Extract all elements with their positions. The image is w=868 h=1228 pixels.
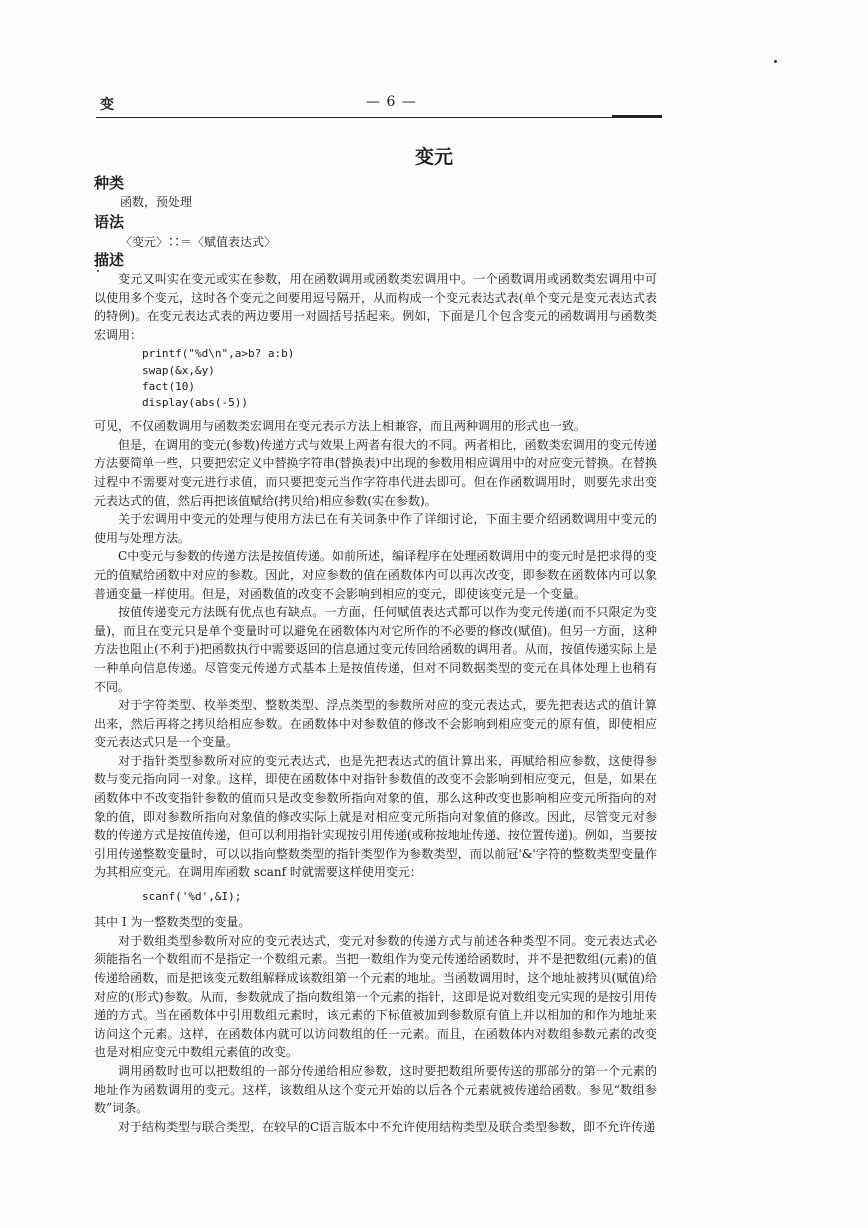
scanf-example <box>94 889 657 905</box>
description-body <box>94 270 657 1136</box>
paragraph: 变元又叫实在变元或实在参数，用在函数调用或函数类宏调用中。一个函数调用或函数类宏调用中可以使用多个变元，这时各个变元之间要用逗号隔开，从而构成一个变元表达式表(单个变元是变元表达式表的特例)。在变元表达式表的两边要用一对圆括号括起来。例如，下面是几个包含变元的函数调用与函数类宏调用： <box>94 272 657 342</box>
paragraph: C中变元与参数的传递方法是按值传递。如前所述，编译程序在处理函数调用中的变元时是把求得的变元的值赋给函数中对应的参数。因此，对应参数的值在函数体内可以再次改变，即参数在函数体内可以象普通变量一样使用。但是，对函数值的改变不会影响到相应的变元，即使该变元是一个变量。 <box>94 549 657 601</box>
paragraph: 对于字符类型、枚举类型、整数类型、浮点类型的参数所对应的变元表达式，要先把表达式的值计算出来，然后再将之拷贝给相应参数。在函数体中对参数值的修改不会影响到相应变元的原有值，即使相应变元表达式只是一个变量。 <box>94 698 657 750</box>
running-header <box>96 92 662 118</box>
scan-speck <box>97 270 99 272</box>
code-line: swap(&x,&y) <box>142 363 215 377</box>
scan-speck <box>774 60 777 63</box>
paragraph: 对于数组类型参数所对应的变元表达式，变元对参数的传递方式与前述各种类型不同。变元表达式必须能指名一个数组而不是指定一个数组元素。当把一数组作为变元传递给函数时，并不是把数组(元素)的值传递给函数，而是把该变元数组解释成该数组第一个元素的地址。当函数调用时，这个地址被拷贝(赋值)给对应的(形式)参数。从而，参数就成了指向数组第一个元素的指针，这即是说对数组变元实现的是按引用传递的方式。当在函数体中引用数组元素时，该元素的下标值被加到参数原有值上并以相加的和作为地址来访问这个元素。这样，在函数体内就可以访问数组的任一元素。而且，在函数体内对数组参数元素的改变也是对相应变元中数组元素值的改变。 <box>94 933 657 1060</box>
code-line: fact(10) <box>142 379 195 393</box>
paragraph: 对于结构类型与联合类型，在较早的C语言版本中不允许使用结构类型及联合类型参数，即不允许传递 <box>118 1119 656 1134</box>
code-line: printf("%d\n",a>b? a:b) <box>142 347 295 361</box>
code-line: scanf('%d',&I); <box>142 890 242 904</box>
page-number: — 6 — <box>366 94 417 110</box>
paragraph: 调用函数时也可以把数组的一部分传递给相应参数，这时要把数组所要传送的那部分的第一个元素的地址作为函数调用的变元。这样，该数组从这个变元开始的以后各个元素就被传递给函数。参见“数组参数”词条。 <box>94 1063 657 1116</box>
header-entry-char: 变 <box>100 97 114 113</box>
entry-title: 变元 <box>414 146 453 168</box>
paragraph: 但是，在调用的变元(参数)传递方式与效果上两者有很大的不同。两者相比，函数类宏调用的变元传递方法要简单一些，只要把宏定义中替换字符串(替换表)中出现的参数用相应调用中的对应变元替换。在替换过程中不需要对变元进行求值，而只要把变元当作字符串代进去即可。但在作函数调用时，则要先求出变元表达式的值，然后再把该值赋给(拷贝给)相应参数(实在参数)。 <box>94 437 657 508</box>
paragraph: 对于指针类型参数所对应的变元表达式，也是先把表达式的值计算出来，再赋给相应参数，这使得参数与变元指向同一对象。这样，即使在函数体中对指针参数值的改变不会影响到相应变元，但是，如果在函数体中不改变指针参数的值而只是改变参数所指向对象的值，那么这种改变也影响相应变元所指向的对象的值，即对参数所指向对象值的修改实际上就是对相应变元所指向对象值的修改。因此，尽管变元对参数的传递方式是按值传递，但可以利用指针实现按引用传递(或称按地址传递、按位置传递)。例如，当要按引用传递整数变量时，可以以指向整数类型的指针类型作为参数类型，而以前冠'&'字符的整数类型变量作为其相应变元。在调用库函数 scanf 时就需要这样使用变元： <box>94 753 657 880</box>
paragraph: 关于宏调用中变元的处理与使用方法已在有关词条中作了详细讨论，下面主要介绍函数调用中变元的使用与处理方法。 <box>94 512 657 545</box>
paragraph: 其中 I 为一整数类型的变量。 <box>94 915 251 930</box>
description-heading: 描述 <box>94 251 125 269</box>
code-line: display(abs(-5)) <box>142 395 248 409</box>
paragraph: 可见，不仅函数调用与函数类宏调用在变元表示方法上相兼容，而且两种调用的形式也一致。 <box>94 419 587 434</box>
paragraph: 按值传递变元方法既有优点也有缺点。一方面，任何赋值表达式都可以作为变元传递(而不只限定为变量)，而且在变元只是单个变量时可以避免在函数体内对它所作的不必要的修改(赋值)。但另一方面，这种方法也阻止(不利于)把函数执行中需要返回的信息通过变元传回给函数的调用者。从而，按值传递实际上是一种单向信息传递。尽管变元传递方式基本上是按值传递，但对不同数据类型的变元在具体处理上也稍有不同。 <box>94 605 657 694</box>
header-rule-accent <box>612 115 662 117</box>
kind-heading: 种类 <box>94 174 125 192</box>
syntax-text: 〈变元〉∷＝〈赋值表达式〉 <box>120 235 277 249</box>
kind-text: 函数，预处理 <box>120 195 193 209</box>
syntax-heading: 语法 <box>94 213 125 231</box>
header-rule <box>96 117 662 118</box>
code-example-block <box>94 346 657 411</box>
